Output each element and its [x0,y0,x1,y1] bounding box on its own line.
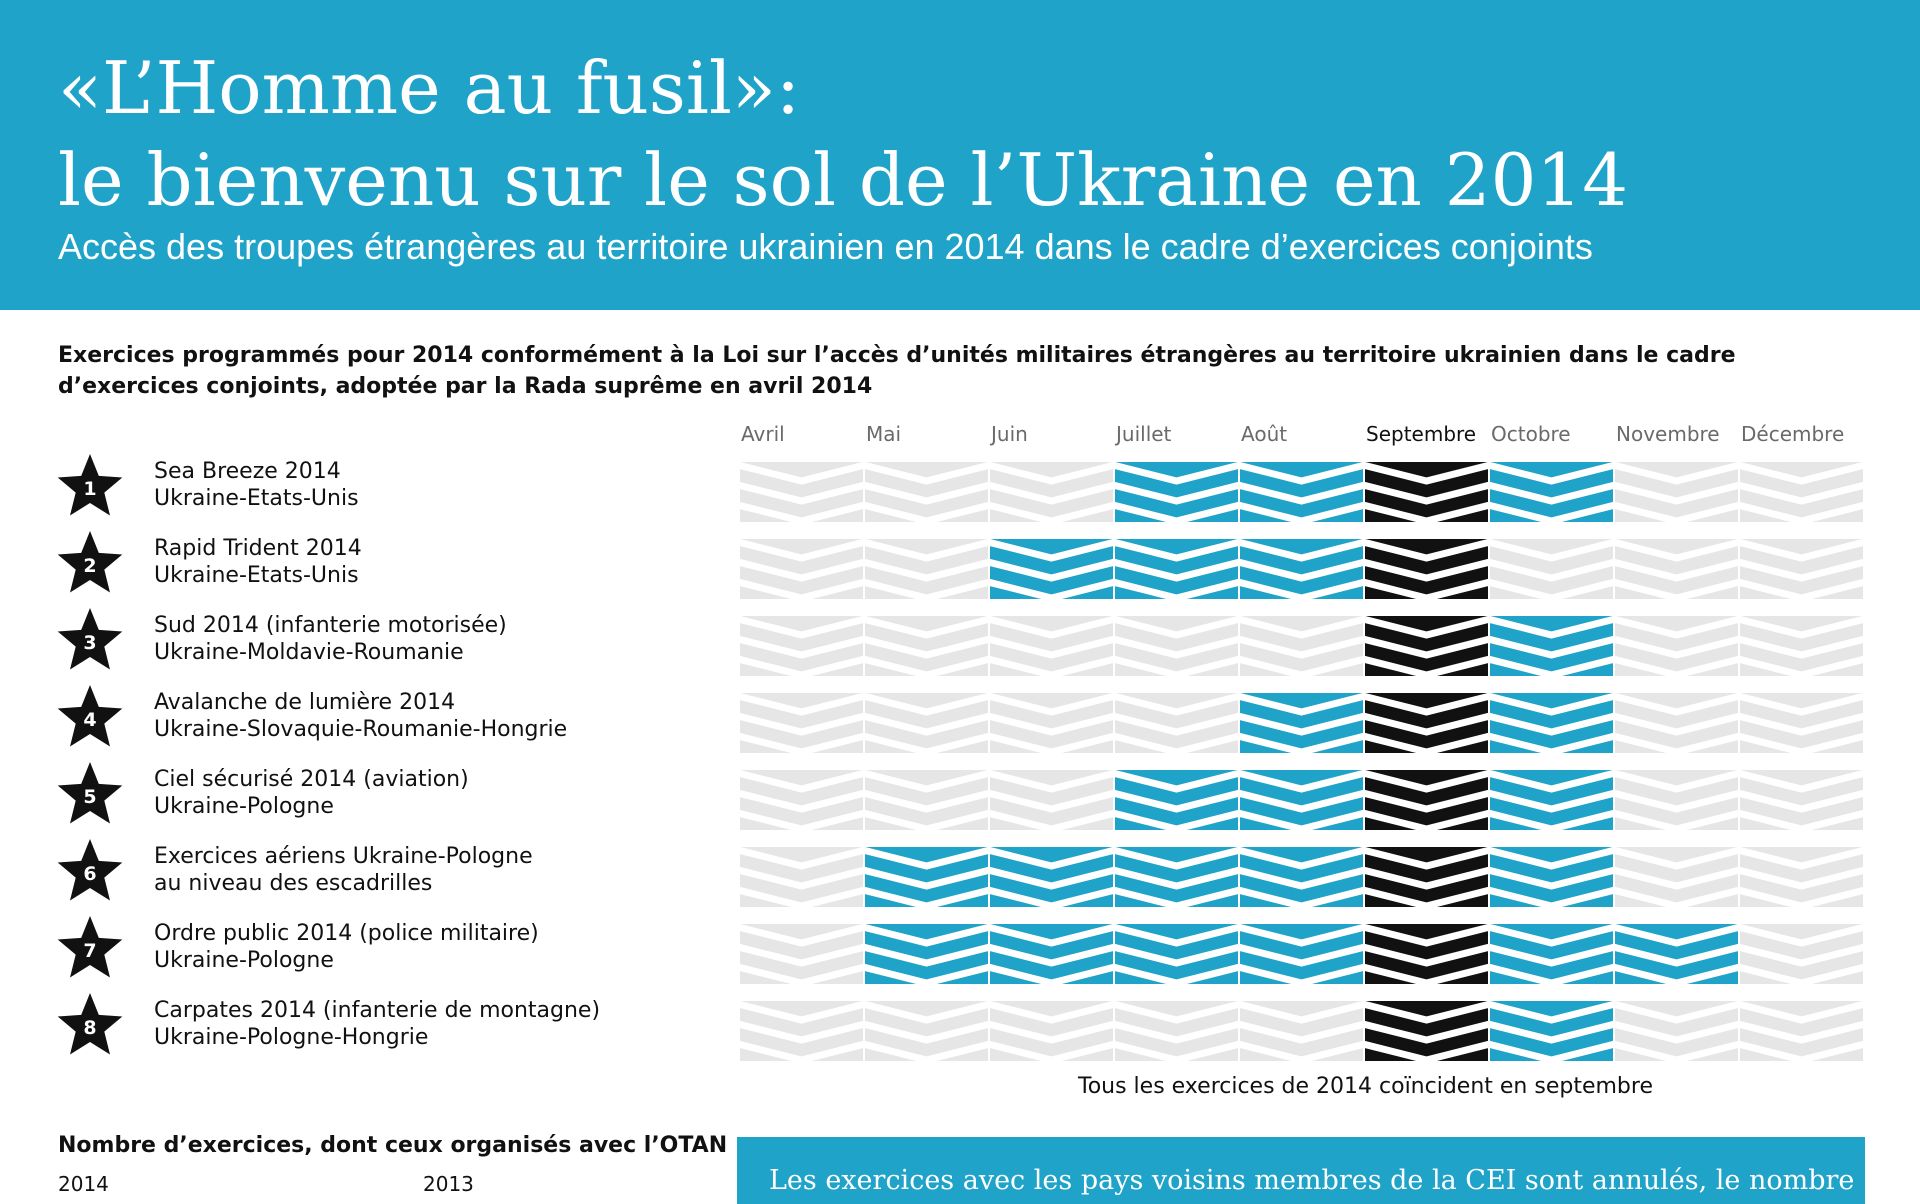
inactive-month-cell [865,1001,988,1061]
active-month-cell [865,847,988,907]
inactive-month-cell [1115,616,1238,676]
active-month-cell [1490,616,1613,676]
exercise-label [154,458,359,512]
inactive-month-cell [1740,462,1863,522]
cis-note-box [737,1137,1865,1204]
exercise-number: 2 [83,555,97,577]
exercise-number: 3 [83,632,97,654]
inactive-month-cell [865,462,988,522]
active-month-cell [1365,693,1488,753]
inactive-month-cell [865,693,988,753]
active-month-cell [1490,847,1613,907]
exercise-label [154,689,567,743]
subtitle: Accès des troupes étrangères au territoire ukrainien en 2014 dans le cadre d’exercices conjoints [58,226,1593,267]
active-month-cell [1240,847,1363,907]
inactive-month-cell [1615,693,1738,753]
exercise-name: Rapid Trident 2014 [154,536,362,561]
inactive-month-cell [990,1001,1113,1061]
exercise-countries: au niveau des escadrilles [154,871,433,896]
inactive-month-cell [1740,693,1863,753]
active-month-cell [1490,693,1613,753]
exercise-name: Ordre public 2014 (police militaire) [154,921,539,946]
inactive-month-cell [740,770,863,830]
inactive-month-cell [1615,616,1738,676]
star-icon [56,760,124,828]
exercise-countries: Ukraine-Pologne [154,794,334,819]
exercise-label [154,766,469,820]
active-month-cell [1240,924,1363,984]
inactive-month-cell [740,693,863,753]
active-month-cell [1365,770,1488,830]
september-annotation: Tous les exercices de 2014 coïncident en septembre [1078,1074,1653,1099]
inactive-month-cell [740,616,863,676]
exercise-number: 5 [83,786,97,808]
exercise-name: Sea Breeze 2014 [154,459,341,484]
exercise-label [154,920,539,974]
active-month-cell [1490,462,1613,522]
active-month-cell [1615,924,1738,984]
inactive-month-cell [1240,1001,1363,1061]
inactive-month-cell [1615,539,1738,599]
inactive-month-cell [1240,616,1363,676]
inactive-month-cell [1115,693,1238,753]
active-month-cell [1365,616,1488,676]
inactive-month-cell [990,770,1113,830]
active-month-cell [1365,924,1488,984]
inactive-month-cell [1615,847,1738,907]
active-month-cell [1490,770,1613,830]
star-icon [56,452,124,520]
active-month-cell [1240,462,1363,522]
star-icon [56,914,124,982]
exercise-label [154,843,533,897]
active-month-cell [1115,462,1238,522]
exercise-countries: Ukraine-Etats-Unis [154,563,359,588]
active-month-cell [1115,770,1238,830]
active-month-cell [990,539,1113,599]
active-month-cell [865,924,988,984]
inactive-month-cell [740,924,863,984]
exercise-name: Exercices aériens Ukraine-Pologne [154,844,533,869]
exercise-countries: Ukraine-Etats-Unis [154,486,359,511]
month-header: Novembre [1616,422,1720,446]
active-month-cell [1490,924,1613,984]
star-icon [56,991,124,1059]
exercise-label [154,535,362,589]
inactive-month-cell [740,1001,863,1061]
inactive-month-cell [1115,1001,1238,1061]
inactive-month-cell [740,847,863,907]
exercise-label [154,612,507,666]
exercise-number: 6 [83,863,97,885]
exercise-number: 8 [83,1017,97,1039]
active-month-cell [990,924,1113,984]
year-label-2014: 2014 [58,1172,109,1196]
exercise-count-title: Nombre d’exercices, dont ceux organisés avec l’OTAN [58,1133,728,1158]
inactive-month-cell [1740,539,1863,599]
month-header: Avril [741,422,785,446]
month-header: Août [1241,422,1288,446]
inactive-month-cell [865,616,988,676]
active-month-cell [1240,693,1363,753]
exercise-countries: Ukraine-Pologne [154,948,334,973]
exercise-number: 7 [83,940,97,962]
exercise-countries: Ukraine-Moldavie-Roumanie [154,640,464,665]
active-month-cell [1115,847,1238,907]
active-month-cell [1115,924,1238,984]
inactive-month-cell [990,462,1113,522]
title-line-2: le bienvenu sur le sol de l’Ukraine en 2014 [58,138,1629,222]
inactive-month-cell [1740,616,1863,676]
inactive-month-cell [740,539,863,599]
active-month-cell [1365,462,1488,522]
month-header: Juin [991,422,1028,446]
star-icon [56,529,124,597]
inactive-month-cell [1740,924,1863,984]
active-month-cell [1240,770,1363,830]
cis-note-text: Les exercices avec les pays voisins membres de la CEI sont annulés, le nombre [769,1165,1855,1196]
inactive-month-cell [1740,770,1863,830]
active-month-cell [1365,539,1488,599]
year-label-2013: 2013 [423,1172,474,1196]
inactive-month-cell [1740,1001,1863,1061]
star-icon [56,683,124,751]
title-line-1: «L’Homme au fusil»: [58,46,801,130]
exercise-name: Carpates 2014 (infanterie de montagne) [154,998,601,1023]
exercise-name: Avalanche de lumière 2014 [154,690,456,715]
active-month-cell [1240,539,1363,599]
inactive-month-cell [1615,1001,1738,1061]
month-header: Septembre [1366,422,1477,446]
month-header: Octobre [1491,422,1571,446]
exercise-countries: Ukraine-Slovaquie-Roumanie-Hongrie [154,717,568,742]
exercise-name: Ciel sécurisé 2014 (aviation) [154,767,469,792]
intro-text: Exercices programmés pour 2014 conformément à la Loi sur l’accès d’unités militaires étrangères au territoire ukrainien dans le cadre d’exercices conjoints, adoptée par la Rada suprême en avril 2014 [58,343,1736,399]
header-banner [0,0,1920,310]
inactive-month-cell [1740,847,1863,907]
exercise-name: Sud 2014 (infanterie motorisée) [154,613,507,638]
inactive-month-cell [990,616,1113,676]
exercise-number: 1 [83,478,97,500]
inactive-month-cell [1615,462,1738,522]
month-header: Mai [866,422,902,446]
active-month-cell [1365,847,1488,907]
star-icon [56,837,124,905]
inactive-month-cell [990,693,1113,753]
inactive-month-cell [1490,539,1613,599]
star-icon [56,606,124,674]
inactive-month-cell [740,462,863,522]
active-month-cell [1490,1001,1613,1061]
inactive-month-cell [865,770,988,830]
active-month-cell [1115,539,1238,599]
exercise-number: 4 [83,709,97,731]
month-header: Juillet [1116,422,1172,446]
month-header: Décembre [1741,422,1845,446]
exercise-label [154,997,600,1051]
exercise-countries: Ukraine-Pologne-Hongrie [154,1025,429,1050]
inactive-month-cell [1615,770,1738,830]
inactive-month-cell [865,539,988,599]
active-month-cell [1365,1001,1488,1061]
active-month-cell [990,847,1113,907]
